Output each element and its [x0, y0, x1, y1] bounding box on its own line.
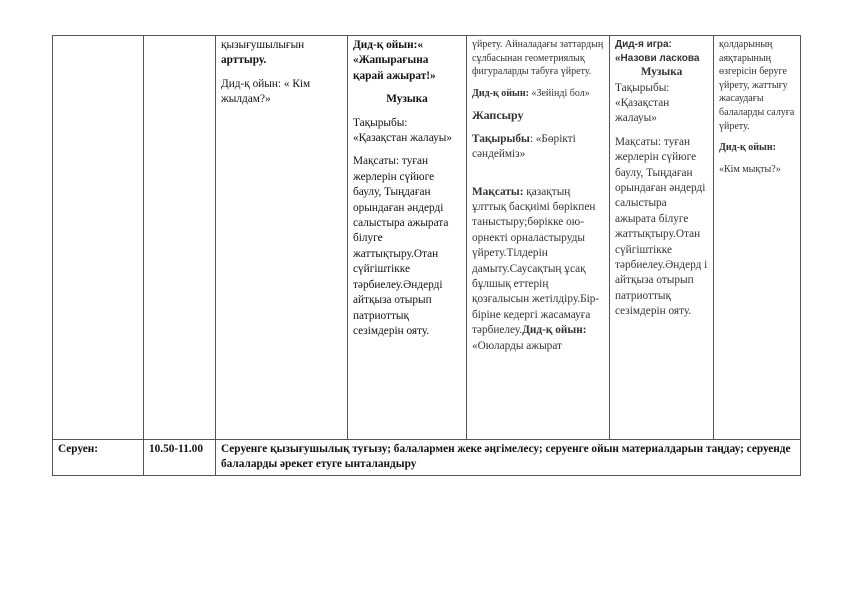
col4-subject: Музыка	[386, 93, 428, 106]
col5-goal	[472, 185, 604, 354]
col6-subject: Музыка	[640, 66, 683, 79]
cell-col5	[467, 36, 610, 440]
plan-table	[52, 35, 801, 476]
col5-topic-text: : «Бөрікті сәндейміз»	[472, 132, 576, 161]
col5-goal-label: Мақсаты:	[472, 185, 524, 198]
col3-line1: қызығушылығын	[221, 39, 305, 51]
table-row-activities	[53, 36, 801, 440]
cell-col4	[348, 36, 467, 440]
col6-goal: Мақсаты: туған жерлерін сүйюге баулу, Тыңдаған орындаған әндерді салыстыра ажырата білуге жаттықтыру.Отан сүйгіштікке тәрбиелеу.Әндерд і айтқыза отырып патриоттық сезімдерін ояту.	[615, 135, 708, 318]
col5-game-text: «Зейінді бол»	[528, 87, 590, 99]
cell-empty-1	[53, 36, 144, 440]
walk-time: 10.50-11.00	[144, 440, 216, 476]
col5-game2-text: «Оюларды ажырат	[472, 339, 562, 352]
col4-goal: Мақсаты: туған жерлерін сүйюге баулу, Тыңдаған орындаған әндерді салыстыра ажырата білуге жаттықтыру.Отан сүйгіштікке тәрбиелеу.Әндерді айтқыза отырып патриоттық сезімдерін ояту.	[353, 155, 449, 337]
col5-game-label: Дид-қ ойын:	[472, 87, 529, 99]
col5-topic-label: Тақырыбы	[472, 132, 530, 145]
col6-topic: Тақырыбы: «Қазақстан жалауы»	[615, 81, 670, 125]
col4-game: Дид-қ ойын:« «Жапырағына қарай ажырат!»	[353, 39, 436, 82]
col5-game2-label: Дид-қ ойын:	[522, 324, 587, 337]
cell-col3	[216, 36, 348, 440]
col5-topic	[472, 132, 604, 163]
col7-text: қолдарының аяқтарының өзгерісін беруге үйрету, жаттығу жасаудағы балаларды салуға үйрету.	[719, 39, 795, 132]
table-row-walk	[53, 440, 801, 476]
col7-game: Дид-қ ойын:	[719, 142, 776, 154]
walk-label: Серуен:	[53, 440, 144, 476]
col5-subject: Жапсыру	[472, 108, 524, 123]
col5-goal-text: қазақтың ұлттық басқиімі бөрікпен таныстыру;бөрікке ою-орнекті орналастыруды үйрету.Тілдерін дамыту.Саусақтың ұсақ бұлшық еттерің қозғалысын жетілдіру.Бір-біріне кедергі жасамауға тәрбиелеу.	[472, 185, 600, 337]
col5-game	[472, 87, 604, 101]
cell-empty-2	[144, 36, 216, 440]
col6-game-name: «Назови ласкова	[615, 52, 700, 64]
col7-game-name: «Кім мықты?»	[719, 163, 781, 175]
col5-gap	[472, 171, 604, 185]
col4-topic: Тақырыбы: «Қазақстан жалауы»	[353, 116, 453, 145]
walk-text: Серуенге қызығушылық туғызу; балалармен жеке әңгімелесу; серуенге ойын материалдарын таңдау; серуенде балаларды әрекет етуге ынталандыру	[216, 440, 801, 476]
cell-col6	[610, 36, 714, 440]
col3-game: Дид-қ ойын: « Кім жылдам?»	[221, 77, 311, 106]
col6-game: Дид-я игра:	[615, 39, 672, 50]
col3-line2: арттыру.	[221, 54, 267, 67]
cell-col7	[714, 36, 801, 440]
col5-intro: үйрету. Айналадағы заттардың сұлбасынан геометриялық фигураларды табуға үйрету.	[472, 39, 604, 78]
